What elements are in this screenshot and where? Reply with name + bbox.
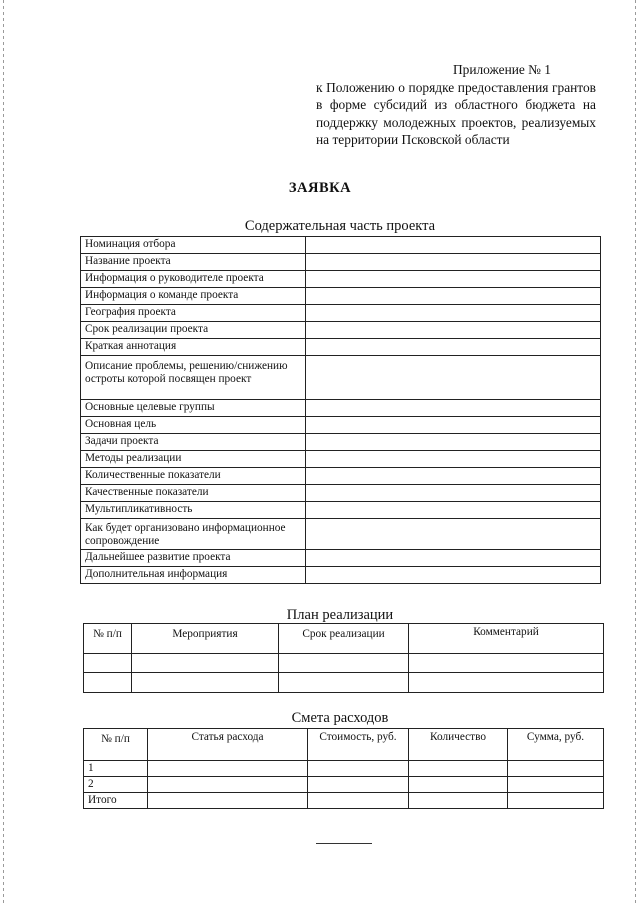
content-label: Срок реализации проекта — [81, 322, 306, 339]
content-label: Описание проблемы, решению/снижению остроты которой посвящен проект — [81, 356, 306, 400]
plan-header-deadline: Срок реализации — [279, 624, 409, 654]
plan-cell[interactable] — [279, 654, 409, 673]
content-value-field[interactable] — [306, 417, 601, 434]
plan-cell[interactable] — [409, 654, 604, 673]
plan-section-title: План реализации — [286, 607, 394, 623]
content-value-field[interactable] — [306, 271, 601, 288]
content-label: Задачи проекта — [81, 434, 306, 451]
content-label: Дополнительная информация — [81, 567, 306, 584]
content-value-field[interactable] — [306, 322, 601, 339]
table-row — [81, 237, 601, 254]
budget-cell[interactable] — [308, 793, 409, 809]
plan-cell[interactable] — [132, 673, 279, 693]
budget-section-title: Смета расходов — [291, 710, 389, 726]
budget-row-number: 2 — [84, 777, 148, 793]
content-label: Как будет организовано информационное сопровождение — [81, 519, 306, 550]
content-label: Информация о команде проекта — [81, 288, 306, 305]
budget-cell[interactable] — [409, 761, 508, 777]
content-value-field[interactable] — [306, 451, 601, 468]
content-label: Краткая аннотация — [81, 339, 306, 356]
table-row — [81, 468, 601, 485]
budget-cell[interactable] — [409, 793, 508, 809]
table-row — [81, 567, 601, 584]
content-value-field[interactable] — [306, 339, 601, 356]
content-label: География проекта — [81, 305, 306, 322]
content-value-field[interactable] — [306, 400, 601, 417]
budget-cell[interactable] — [148, 777, 308, 793]
table-row — [84, 793, 604, 809]
plan-cell[interactable] — [84, 673, 132, 693]
budget-total-label: Итого — [84, 793, 148, 809]
budget-header-item: Статья расхода — [148, 729, 308, 761]
budget-cell[interactable] — [148, 761, 308, 777]
appendix-text: к Положению о порядке предоставления грантов в форме субсидий из областного бюджета на поддержку молодежных проектов, реализуемых на территории Псковской области — [316, 79, 596, 147]
budget-header-quantity: Количество — [409, 729, 508, 761]
plan-header-comment: Комментарий — [409, 624, 604, 654]
plan-cell[interactable] — [84, 654, 132, 673]
budget-cell[interactable] — [508, 777, 604, 793]
table-row — [81, 550, 601, 567]
content-value-field[interactable] — [306, 356, 601, 400]
plan-table — [83, 623, 604, 693]
content-value-field[interactable] — [306, 288, 601, 305]
content-label: Название проекта — [81, 254, 306, 271]
budget-cell[interactable] — [508, 761, 604, 777]
budget-header-cost: Стоимость, руб. — [308, 729, 409, 761]
budget-header-number: № п/п — [84, 729, 148, 761]
content-value-field[interactable] — [306, 434, 601, 451]
table-row — [84, 654, 604, 673]
table-row — [81, 417, 601, 434]
content-label: Количественные показатели — [81, 468, 306, 485]
table-row — [81, 288, 601, 305]
content-value-field[interactable] — [306, 519, 601, 550]
content-label: Номинация отбора — [81, 237, 306, 254]
table-row — [81, 356, 601, 400]
content-value-field[interactable] — [306, 502, 601, 519]
table-row — [81, 271, 601, 288]
budget-cell[interactable] — [308, 777, 409, 793]
budget-cell[interactable] — [508, 793, 604, 809]
budget-cell[interactable] — [409, 777, 508, 793]
budget-cell[interactable] — [308, 761, 409, 777]
plan-header-number: № п/п — [84, 624, 132, 654]
content-section-title: Содержательная часть проекта — [244, 218, 436, 234]
budget-table — [83, 728, 604, 809]
content-value-field[interactable] — [306, 237, 601, 254]
footer-divider — [316, 843, 372, 844]
content-value-field[interactable] — [306, 485, 601, 502]
content-label: Методы реализации — [81, 451, 306, 468]
table-row — [81, 305, 601, 322]
table-header-row — [84, 624, 604, 654]
content-value-field[interactable] — [306, 550, 601, 567]
table-row — [84, 777, 604, 793]
appendix-title: Приложение № 1 — [452, 62, 552, 77]
page-edge-right — [635, 0, 636, 905]
budget-row-number: 1 — [84, 761, 148, 777]
content-label: Дальнейшее развитие проекта — [81, 550, 306, 567]
table-row — [81, 434, 601, 451]
content-label: Качественные показатели — [81, 485, 306, 502]
table-row — [81, 400, 601, 417]
content-label: Основные целевые группы — [81, 400, 306, 417]
table-row — [81, 519, 601, 550]
page-edge-left — [3, 0, 4, 905]
content-label: Мультипликативность — [81, 502, 306, 519]
plan-cell[interactable] — [409, 673, 604, 693]
content-table — [80, 236, 601, 584]
table-row — [81, 485, 601, 502]
plan-cell[interactable] — [132, 654, 279, 673]
content-value-field[interactable] — [306, 567, 601, 584]
table-row — [81, 451, 601, 468]
table-row — [81, 322, 601, 339]
table-row — [81, 502, 601, 519]
content-label: Основная цель — [81, 417, 306, 434]
table-row — [84, 761, 604, 777]
appendix-block — [316, 61, 596, 149]
document-title: ЗАЯВКА — [288, 180, 352, 196]
plan-cell[interactable] — [279, 673, 409, 693]
table-row — [81, 254, 601, 271]
content-value-field[interactable] — [306, 305, 601, 322]
content-value-field[interactable] — [306, 254, 601, 271]
table-header-row — [84, 729, 604, 761]
table-row — [84, 673, 604, 693]
content-label: Информация о руководителе проекта — [81, 271, 306, 288]
content-value-field[interactable] — [306, 468, 601, 485]
plan-header-activities: Мероприятия — [132, 624, 279, 654]
table-row — [81, 339, 601, 356]
budget-header-sum: Сумма, руб. — [508, 729, 604, 761]
budget-cell[interactable] — [148, 793, 308, 809]
